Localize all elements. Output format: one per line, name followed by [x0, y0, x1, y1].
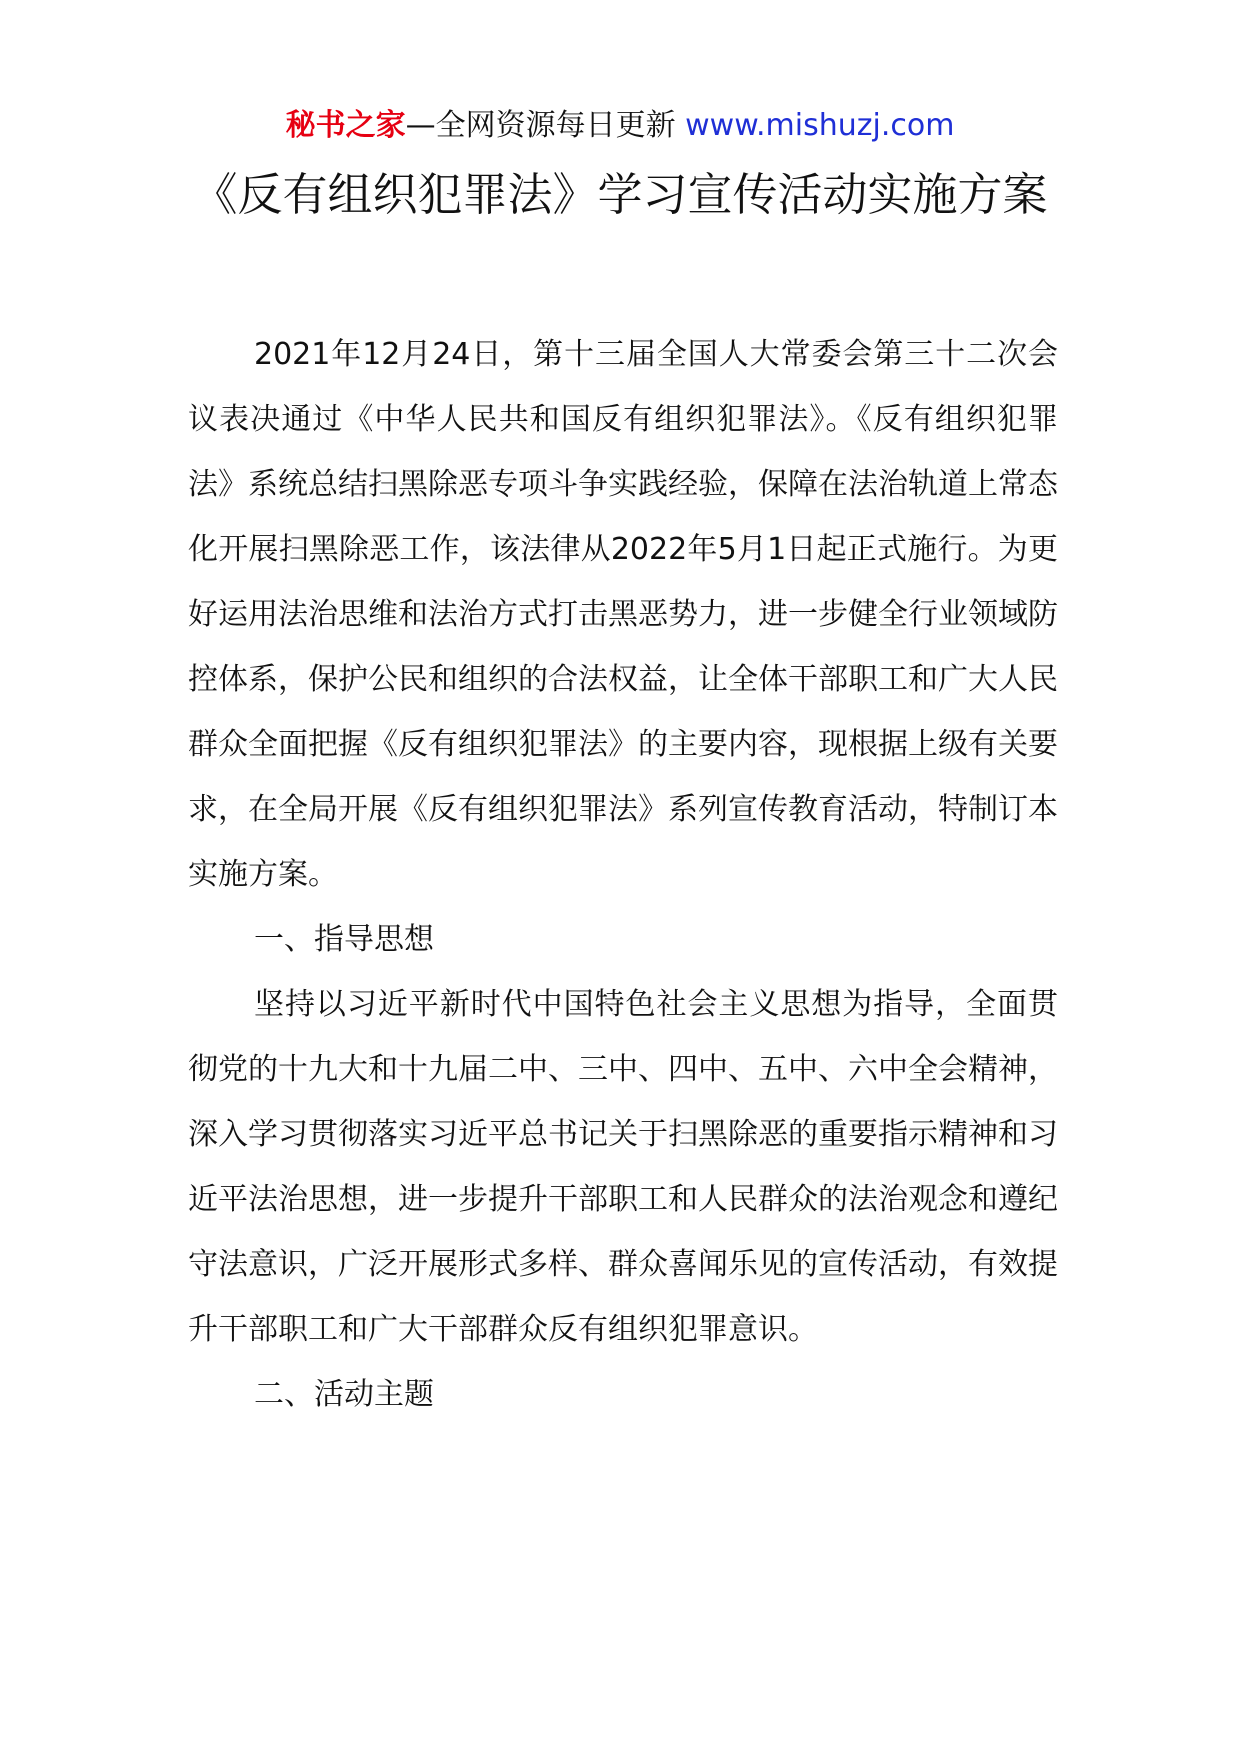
section-heading-activity-theme: 二、活动主题 [254, 1377, 434, 1412]
site-url-link[interactable]: www.mishuzj.com [685, 108, 955, 143]
site-brand: 秘书之家 [285, 108, 406, 143]
site-tagline: —全网资源每日更新 [405, 108, 676, 143]
section-heading-guiding-ideology: 一、指导思想 [254, 922, 434, 957]
document-body [188, 322, 1058, 1427]
guiding-ideology-paragraph: 坚持以习近平新时代中国特色社会主义思想为指导，全面贯彻党的十九大和十九届二中、三中、四中、五中、六中全会精神，深入学习贯彻落实习近平总书记关于扫黑除恶的重要指示精神和习近平法治思想，进一步提升干部职工和人民群众的法治观念和遵纪守法意识，广泛开展形式多样、群众喜闻乐见的宣传活动，有效提升干部职工和广大干部群众反有组织犯罪意识。 [188, 987, 1058, 1347]
site-header [0, 104, 1240, 148]
document-title: 《反有组织犯罪法》学习宣传活动实施方案 [192, 168, 1048, 221]
intro-paragraph: 2021年12月24日，第十三届全国人大常委会第三十二次会议表决通过《中华人民共和国反有组织犯罪法》。《反有组织犯罪法》系统总结扫黑除恶专项斗争实践经验，保障在法治轨道上常态化开展扫黑除恶工作，该法律从2022年5月1日起正式施行。为更好运用法治思维和法治方式打击黑恶势力，进一步健全行业领域防控体系，保护公民和组织的合法权益，让全体干部职工和广大人民群众全面把握《反有组织犯罪法》的主要内容，现根据上级有关要求，在全局开展《反有组织犯罪法》系列宣传教育活动，特制订本实施方案。 [188, 337, 1058, 892]
